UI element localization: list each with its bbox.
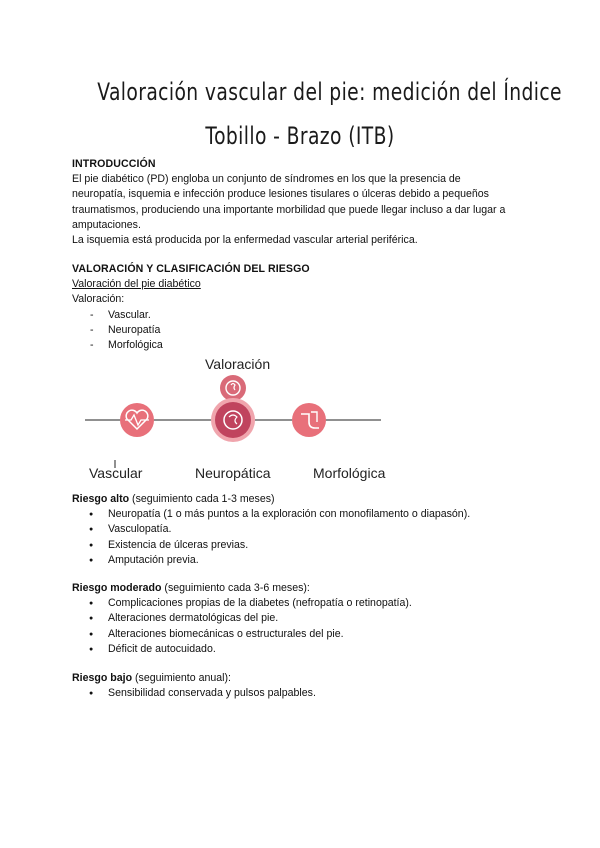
diagram-label-morfologica: Morfológica [313,465,386,481]
valoracion-node [220,375,246,401]
valoracion-list [72,308,542,354]
risk-moderate-section [72,581,542,657]
list-item: - Vascular. [72,308,542,323]
list-item: ● Amputación previa. [72,553,542,568]
risk-low-note: (seguimiento anual): [132,672,231,684]
intro-heading: INTRODUCCIÓN [72,158,156,170]
vascular-node [120,403,154,437]
diagram-label-neuropatica: Neuropática [195,465,271,481]
risk-low-label: Riesgo bajo [72,672,133,684]
valoracion-diagram [85,352,385,484]
intro-section [72,157,542,248]
morfologica-node [292,403,326,437]
risk-moderate-label: Riesgo moderado [72,582,162,594]
diagram-top-label: Valoración [205,356,271,372]
page-title-line-2: Tobillo - Brazo (ITB) [205,122,395,150]
list-item: ● Alteraciones biomecánicas o estructurales del pie. [72,627,542,642]
risk-moderate-note: (seguimiento cada 3-6 meses): [161,582,310,594]
list-item: ● Neuropatía (1 o más puntos a la exploración con monofilamento o diapasón). [72,507,542,522]
risk-low-title [72,671,542,686]
risk-high-section [72,492,542,568]
risk-moderate-list [72,596,542,657]
intro-line: neuropatía, isquemia e infección produce lesiones tisulares o úlceras debido a pequeños [72,188,489,201]
list-item: ● Vasculopatía. [72,522,542,537]
list-item: ● Sensibilidad conservada y pulsos palpables. [72,686,542,701]
list-item: ● Existencia de úlceras previas. [72,538,542,553]
risk-low-section [72,671,542,701]
risk-high-label: Riesgo alto [72,493,130,505]
intro-line: traumatismos, produciendo una importante morbilidad que puede llegar incluso a dar lugar a [72,203,506,216]
risk-moderate-title [72,581,542,596]
list-item: ● Complicaciones propias de la diabetes (nefropatía o retinopatía). [72,596,542,611]
page-title-line-1: Valoración vascular del pie: medición del Índice [97,78,562,106]
risk-subheading: Valoración del pie diabético [72,278,201,291]
risk-intro: Valoración: [72,293,125,306]
risk-section [72,262,542,353]
risk-high-title [72,492,542,507]
risk-high-list [72,507,542,568]
list-item: ● Déficit de autocuidado. [72,642,542,657]
intro-line: La isquemia está producida por la enfermedad vascular arterial periférica. [72,234,418,247]
risk-low-list [72,686,542,701]
list-item: ● Alteraciones dermatológicas del pie. [72,611,542,626]
list-item: - Neuropatía [72,323,542,338]
risk-high-note: (seguimiento cada 1-3 meses) [129,493,275,505]
intro-line: El pie diabético (PD) engloba un conjunto de síndromes en los que la presencia de [72,173,461,186]
neuropatica-node [211,398,255,442]
risk-heading: VALORACIÓN Y CLASIFICACIÓN DEL RIESGO [72,263,310,275]
list-item: - Morfológica [72,338,542,353]
intro-line: amputaciones. [72,218,141,231]
diagram-label-vascular: Vascular [89,465,143,481]
